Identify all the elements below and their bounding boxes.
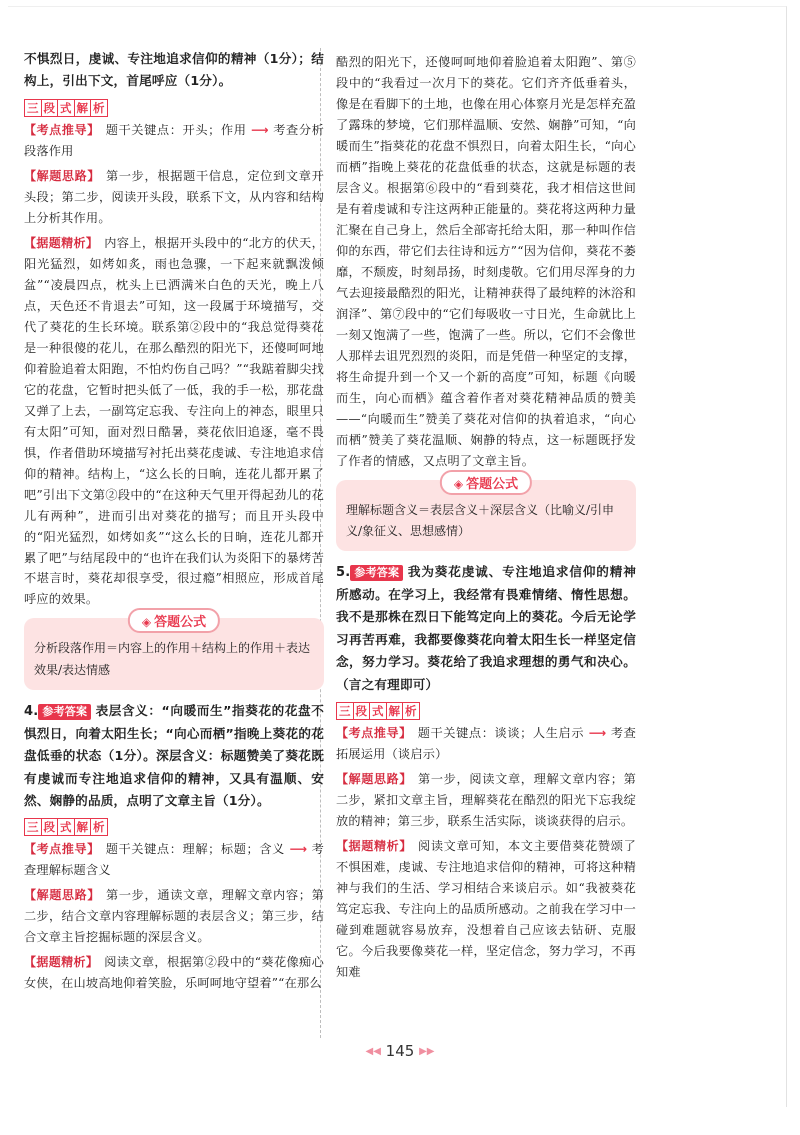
answer-formula-title [440, 470, 532, 495]
detailed-analysis [24, 952, 324, 994]
answer-formula-title [128, 608, 220, 633]
question-4-answer [24, 700, 324, 813]
solution-approach-label: 【解题思路】 [336, 772, 412, 786]
exam-point-result: 考查理解标题含义 [24, 842, 325, 878]
tag-char: 三 [336, 702, 354, 720]
solution-approach [24, 166, 324, 229]
tag-char: 段 [353, 702, 371, 720]
answer-formula-text: 理解标题含义＝表层含义＋深层含义（比喻义/引申义/象征义、思想感情） [346, 502, 615, 539]
answer-formula-text: 分析段落作用＝内容上的作用＋结构上的作用＋表达效果/表达情感 [34, 641, 311, 678]
three-step-analysis-tag [336, 700, 636, 720]
tag-char: 三 [24, 99, 42, 117]
page-footer [0, 1042, 800, 1060]
exam-point-result: 考查分析段落作用 [24, 122, 325, 158]
exam-point-text: 题干关键点：谈谈；人生启示 [417, 726, 585, 741]
right-column [336, 52, 636, 987]
detailed-analysis-text: 阅读文章可知，本文主要借葵花赞颂了不惧困难，虔诚、专注地追求信仰的精神，可将这种精神与我们的生活、学习相结合来谈启示。如“我被葵花笃定忘我、专注向上的品质所感动。之前我在学习中一碰到难题就容易放弃，没想着自己应该去钻研、克服它。今后我要像葵花一样，坚定信念，努力学习，不再知难 [336, 838, 636, 979]
exam-point-text: 题干关键点：开头；作用 [105, 122, 247, 137]
exam-point-text: 题干关键点：理解；标题；含义 [105, 842, 285, 857]
exam-point-label: 【考点推导】 [336, 726, 412, 741]
detailed-analysis [336, 836, 636, 983]
detailed-analysis-text: 阅读文章，根据第②段中的“葵花像痴心女侠，在山坡高地仰着笑脸，乐呵呵地守望着”“在那么 [24, 955, 324, 991]
tag-char: 段 [41, 818, 59, 836]
solution-approach-text: 第一步，根据题干信息，定位到文章开头段；第二步，阅读开头段，联系下文，从内容和结构上分析其作用。 [24, 168, 324, 225]
solution-approach-label: 【解题思路】 [24, 168, 100, 183]
exam-point-deduction [336, 723, 636, 765]
tag-char: 三 [24, 818, 42, 836]
exam-point-result: 考查拓展运用（谈启示） [336, 726, 637, 762]
three-step-analysis-tag [24, 97, 324, 117]
detailed-analysis-continuation: 酷烈的阳光下，还傻呵呵地仰着脸追着太阳跑”、第⑤段中的“我看过一次月下的葵花。它们齐齐低垂着头，像是在看脚下的土地，也像在用心体察月光是怎样充盈了露珠的梦境，它们那样温顺、安然、娴静”可知，“向暖而生”指葵花的花盘不惧烈日，向着太阳生长，“向心而栖”指晚上葵花的花盘低垂的状态，这就是标题的表层含义。根据第⑥段中的“看到葵花，我才相信这世间是有着虔诚和专注这两种正能量的。葵花将这两种力量汇聚在自己身上，然后全部寄托给太阳，那一种叫作信仰的东西，带它们去往诗和远方”“因为信仰，葵花不萎靡，不颓废，时刻昂扬，时刻虔敬。它们用尽浑身的力气去迎接最酷烈的阳光，让精神获得了最纯粹的沐浴和润泽”、第⑦段中的“它们每吸收一寸日光，生命就比上一刻又饱满了一些，饱满了一些。所以，它们不会像世人那样去诅咒烈烈的炎阳，而是凭借一种坚定的支撑，将生命提升到一个又一个新的高度”可知，标题《向暖而生，向心而栖》蕴含着作者对葵花精神品质的赞美——“向暖而生”赞美了葵花对信仰的执着追求，“向心而栖”赞美了葵花温顺、娴静的特点，这一标题既抒发了作者的情感，又点明了文章主旨。 [336, 55, 636, 468]
tag-char: 段 [41, 99, 59, 117]
tag-char: 解 [386, 702, 404, 720]
arrow-icon: ⟶ [251, 122, 269, 137]
page-number: 145 [385, 1042, 415, 1060]
reference-answer-badge: 参考答案 [350, 565, 403, 581]
exam-point-deduction [24, 839, 324, 881]
detailed-analysis-label: 【据题精析】 [24, 235, 99, 250]
tag-char: 析 [90, 99, 108, 117]
exam-point-label: 【考点推导】 [24, 842, 100, 857]
arrow-icon: ⟶ [289, 842, 308, 857]
answer-continuation: 不惧烈日，虔诚、专注地追求信仰的精神（1分）；结构上，引出下文，首尾呼应（1分）。 [24, 51, 324, 89]
solution-approach [336, 769, 636, 832]
solution-approach [24, 885, 324, 948]
tag-char: 解 [74, 99, 92, 117]
formula-icon: ◈ [141, 615, 152, 630]
arrow-icon: ⟶ [588, 726, 607, 741]
tag-char: 式 [369, 702, 387, 720]
tag-char: 析 [402, 702, 420, 720]
solution-approach-text: 第一步，阅读文章，理解文章内容；第二步，紧扣文章主旨，理解葵花在酷烈的阳光下忘我绽放的精神；第三步，联系生活实际，谈谈获得的启示。 [336, 772, 636, 828]
answer-text: 我为葵花虔诚、专注地追求信仰的精神所感动。在学习上，我经常有畏难情绪、惰性思想。我不是那株在烈日下能笃定向上的葵花。今后无论学习再苦再难，我都要像葵花向着太阳生长一样坚定信念，努力学习。葵花给了我追求理想的勇气和决心。（言之有理即可） [336, 563, 636, 692]
tag-char: 式 [57, 818, 75, 836]
chevron-left-icon: ◀◀ [365, 1046, 381, 1057]
detailed-analysis [24, 233, 324, 611]
answer-formula-box [24, 615, 324, 689]
answer-formula-box [336, 476, 636, 551]
exam-point-deduction [24, 120, 324, 162]
left-column [24, 48, 324, 998]
detailed-analysis-label: 【据题精析】 [24, 955, 99, 970]
solution-approach-label: 【解题思路】 [24, 888, 100, 903]
formula-title-text: 答题公式 [466, 476, 519, 492]
tag-char: 式 [57, 99, 75, 117]
tag-char: 析 [90, 818, 108, 836]
question-number: 5. [336, 564, 351, 580]
question-5-answer [336, 561, 636, 696]
tag-char: 解 [74, 818, 92, 836]
solution-approach-text: 第一步，通读文章，理解文章内容；第二步，结合文章内容理解标题的表层含义；第三步，结合文章主旨挖掘标题的深层含义。 [24, 888, 324, 945]
exam-point-label: 【考点推导】 [24, 122, 100, 137]
three-step-analysis-tag [24, 816, 324, 836]
reference-answer-badge: 参考答案 [38, 704, 91, 720]
formula-icon: ◈ [453, 476, 464, 491]
formula-title-text: 答题公式 [154, 615, 207, 631]
question-number: 4. [24, 703, 39, 719]
answer-text: 表层含义：“向暖而生”指葵花的花盘不惧烈日，向着太阳生长；“向心而栖”指晚上葵花的花盘低垂的状态（1分）。深层含义：标题赞美了葵花既有虔诚而专注地追求信仰的精神，又具有温顺、安然、娴静的品质，点明了文章主旨（1分）。 [24, 702, 324, 808]
detailed-analysis-label: 【据题精析】 [336, 838, 412, 853]
detailed-analysis-text: 内容上，根据开头段中的“北方的伏天，阳光猛烈，如烤如炙，雨也急骤，一下起来就飘泼倾盆”“凌晨四点，枕头上已洒满米白色的天光，晚上八点，天色还不肯退去”可知，这一段属于环境描写，交代了葵花的生长环境。联系第②段中的“我总觉得葵花是一种很傻的花儿，在那么酷烈的阳光下，还傻呵呵地仰着脸追着太阳跑，不怕灼伤自己吗？”“我踮着脚尖找它的花盘，它暂时把头低了一低，我的手一松，那花盘又弹了上去，一副笃定忘我、专注向上的神态，眼里只有太阳”可知，面对烈日酷暑，葵花依旧追逐，毫不畏惧，作者借助环境描写衬托出葵花虔诚、专注地追求信仰的精神。结构上，“这么长的日晌，连花儿都开累了吧”引出下文第②段中的“在这种天气里开得起劲儿的花儿有两种”，进而引出对葵花的描写；而且开头段中的“阳光猛烈，如烤如炙”“这么长的日晌，连花儿都开累了吧”与结尾段中的“也许在我们认为炎阳下的暴烤苦不堪言时，葵花却很享受，很过瘾”相照应，形成首尾呼应的效果。 [24, 235, 324, 607]
chevron-right-icon: ▶▶ [419, 1046, 435, 1057]
